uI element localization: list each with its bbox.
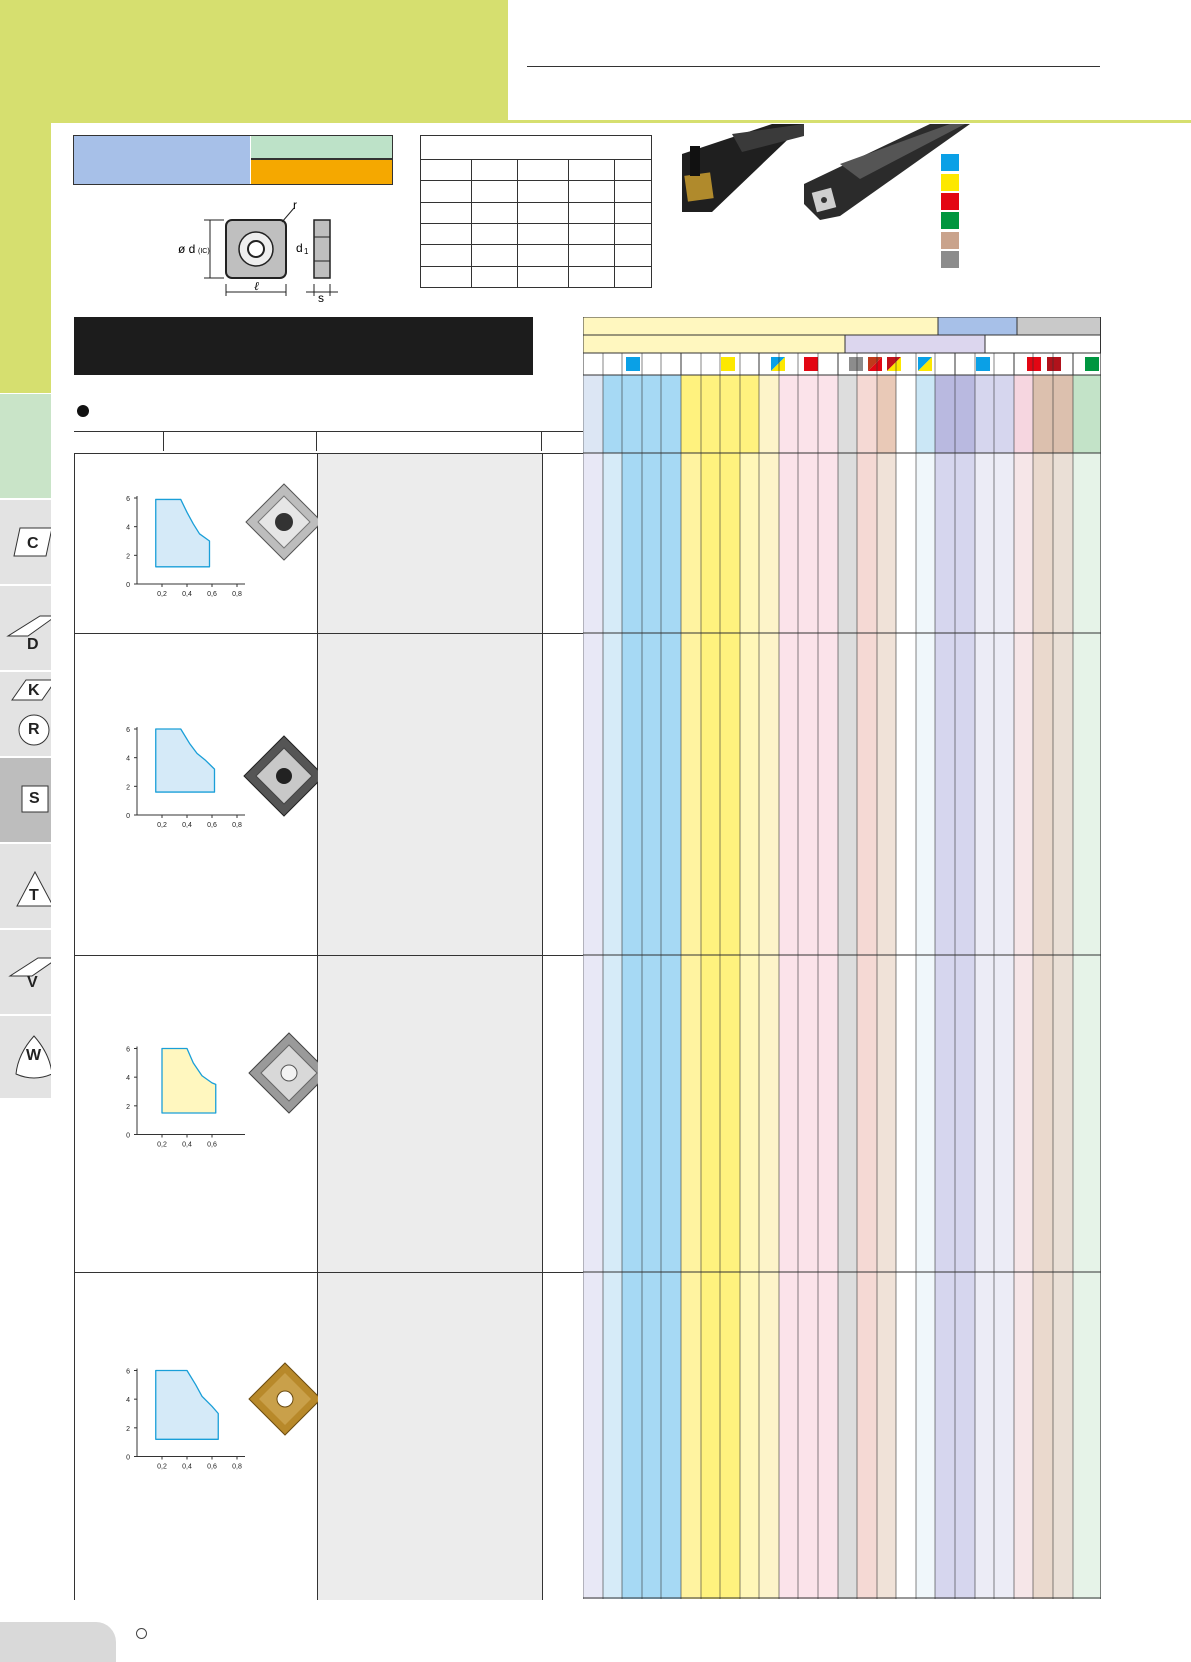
grade-column-header <box>838 375 857 453</box>
material-cell-main <box>74 136 250 184</box>
grade-column-header <box>1033 375 1053 453</box>
grade-column <box>955 453 975 1599</box>
chart-y-tick-label: 6 <box>126 1368 130 1376</box>
grade-column-header <box>1014 375 1033 453</box>
chart-x-tick-label: 0,6 <box>207 822 217 829</box>
chart-x-tick-label: 0,2 <box>157 1463 167 1471</box>
chart-y-tick-label: 4 <box>126 755 130 763</box>
material-cell-top <box>251 136 392 160</box>
chart-x-tick-label: 0,6 <box>207 591 217 598</box>
tab-label-d: D <box>27 636 39 653</box>
dim-d1-sub: 1 <box>304 247 309 256</box>
grade-column-header <box>701 375 720 453</box>
tab-label-k: K <box>28 682 40 699</box>
chart-x-tick-label: 0,4 <box>182 822 192 829</box>
chart-x-tick-label: 0,6 <box>207 1463 217 1471</box>
header-bottom-rule <box>508 120 1191 123</box>
grade-column <box>681 453 701 1599</box>
product-row-1[interactable] <box>75 453 584 634</box>
material-cell-bottom <box>251 160 392 184</box>
dim-l-label: ℓ <box>254 279 259 293</box>
grade-column-header <box>955 375 975 453</box>
grade-column <box>661 453 681 1599</box>
turning-holder-image <box>672 124 812 216</box>
chart-y-tick-label: 6 <box>126 727 130 734</box>
chart-x-tick-label: 0,2 <box>157 1141 167 1149</box>
rhombus-35-icon <box>0 930 51 1014</box>
tab-shape-s[interactable] <box>0 758 51 844</box>
grade-column-header <box>818 375 838 453</box>
tab-shape-w[interactable] <box>0 1016 51 1100</box>
tab-label-s: S <box>29 790 40 807</box>
chart-area <box>162 1049 216 1114</box>
grade-column-header <box>975 375 994 453</box>
dim-d-label: ø d <box>178 242 196 256</box>
grade-column <box>975 453 994 1599</box>
tab-shape-d[interactable] <box>0 586 51 672</box>
chart-x-tick-label: 0,4 <box>182 1463 192 1471</box>
grade-column <box>916 453 935 1599</box>
grade-column <box>994 453 1014 1599</box>
grade-column-header <box>779 375 798 453</box>
legend-swatch-s <box>941 232 959 249</box>
chart-area <box>156 729 215 792</box>
grade-column <box>779 453 798 1599</box>
material-group-box <box>73 135 393 185</box>
grade-column <box>798 453 818 1599</box>
tab-label-t: T <box>29 887 39 904</box>
grade-group-swatch <box>1047 357 1061 371</box>
tab-shape-t[interactable] <box>0 844 51 930</box>
chart-y-tick-label: 2 <box>126 1103 130 1111</box>
chart-y-tick-label: 6 <box>126 496 130 503</box>
grade-column <box>1033 453 1053 1599</box>
insert-dimension-drawing <box>176 196 356 308</box>
grade-column <box>583 453 603 1599</box>
chart-area <box>156 499 210 566</box>
tab-shape-v[interactable] <box>0 930 51 1016</box>
insert-photo-1 <box>244 482 324 562</box>
dim-d1-label: d <box>296 241 303 255</box>
grade-column-header <box>994 375 1014 453</box>
grade-column-header <box>857 375 877 453</box>
chart-y-tick-label: 2 <box>126 784 130 792</box>
chart-y-tick-label: 0 <box>126 1132 130 1140</box>
grade-column <box>1014 453 1033 1599</box>
dim-s-label: s <box>318 291 324 305</box>
tab-shape-c[interactable] <box>0 500 51 586</box>
grade-column <box>603 453 622 1599</box>
insert-photo-2 <box>242 734 326 818</box>
grade-column <box>1053 453 1073 1599</box>
grade-column <box>740 453 759 1599</box>
grade-column <box>1073 453 1101 1599</box>
grade-column-header <box>740 375 759 453</box>
grade-column-header <box>720 375 740 453</box>
chart-y-tick-label: 4 <box>126 1075 130 1083</box>
sidebar-accent <box>0 123 51 393</box>
chart-x-tick-label: 0,8 <box>232 822 242 829</box>
tab-blank[interactable] <box>0 394 51 500</box>
chart-y-tick-label: 4 <box>126 1397 130 1405</box>
grade-application-grid <box>583 317 1101 1599</box>
grade-group-swatch <box>976 357 990 371</box>
chart-y-tick-label: 6 <box>126 1046 130 1054</box>
insert-hole <box>248 241 264 257</box>
chart-x-tick-label: 0,2 <box>157 822 167 829</box>
header-title-rule <box>527 66 1100 67</box>
chart-x-tick-label: 0,4 <box>182 1141 192 1149</box>
chart-y-tick-label: 0 <box>126 582 130 589</box>
chart-x-tick-label: 0,8 <box>232 1463 242 1471</box>
copyright-circle-icon <box>136 1628 147 1639</box>
grade-column <box>720 453 740 1599</box>
chart-y-tick-label: 4 <box>126 524 130 532</box>
grade-column-header <box>935 375 955 453</box>
grade-group-swatch <box>849 357 863 371</box>
grade-group-swatch <box>1085 357 1099 371</box>
grade-column <box>701 453 720 1599</box>
chart-y-tick-label: 0 <box>126 813 130 820</box>
grade-group-swatch <box>1027 357 1041 371</box>
grade-group-swatch <box>721 357 735 371</box>
grade-column-header <box>661 375 681 453</box>
grade-column <box>759 453 779 1599</box>
product-row-3[interactable] <box>75 955 584 1273</box>
parallelogram-icon <box>0 672 51 756</box>
grade-column-header <box>1073 375 1101 453</box>
legend-swatch-p <box>941 154 959 171</box>
grade-column-header <box>916 375 935 453</box>
tab-label-c: C <box>27 535 39 552</box>
grade-column-header <box>877 375 896 453</box>
tab-label-w: W <box>26 1047 42 1064</box>
grade-column <box>838 453 857 1599</box>
bullet-icon <box>77 405 89 417</box>
chart-x-tick-label: 0,2 <box>157 591 167 598</box>
rhombus-80-icon <box>0 500 51 584</box>
product-row-4[interactable] <box>75 1272 584 1600</box>
rhombus-55-icon <box>0 586 51 670</box>
grade-column-header <box>896 375 916 453</box>
grade-column-header <box>622 375 642 453</box>
chart-x-tick-label: 0,6 <box>207 1141 217 1149</box>
chart-y-tick-label: 0 <box>126 1454 130 1462</box>
grade-column <box>622 453 642 1599</box>
grade-column <box>877 453 896 1599</box>
grade-column <box>896 453 916 1599</box>
section-title-banner <box>74 317 533 375</box>
tab-label-r: R <box>28 721 40 738</box>
grade-column-header <box>798 375 818 453</box>
grade-column-header <box>583 375 603 453</box>
grade-column-header <box>642 375 661 453</box>
chart-y-tick-label: 2 <box>126 553 130 561</box>
grade-column <box>642 453 661 1599</box>
footer-page-tab <box>0 1622 116 1662</box>
grade-group-swatch <box>804 357 818 371</box>
grade-column <box>818 453 838 1599</box>
legend-swatch-h <box>941 251 959 268</box>
grade-column-header <box>1053 375 1073 453</box>
grade-column-header <box>681 375 701 453</box>
insert-side-view <box>314 220 330 278</box>
chart-x-tick-label: 0,4 <box>182 591 192 598</box>
chart-x-tick-label: 0,8 <box>232 591 242 598</box>
legend-swatch-k <box>941 193 959 210</box>
grade-column-header <box>603 375 622 453</box>
product-table-header <box>74 431 583 451</box>
grade-column <box>935 453 955 1599</box>
grade-column-header <box>759 375 779 453</box>
header-band <box>0 0 508 123</box>
legend-swatch-n <box>941 212 959 229</box>
grade-group-swatch <box>626 357 640 371</box>
tab-shape-k-r[interactable] <box>0 672 51 758</box>
legend-swatch-m <box>941 174 959 191</box>
dim-r-label: r <box>293 198 297 212</box>
square-icon <box>0 758 51 842</box>
dimension-table <box>420 135 652 288</box>
chart-area <box>156 1371 219 1440</box>
product-row-2[interactable] <box>75 633 584 956</box>
dim-ic-label: (IC) <box>198 248 210 255</box>
tab-label-v: V <box>27 974 38 991</box>
triangle-icon <box>0 844 51 928</box>
product-rows <box>74 453 584 1600</box>
grade-column <box>857 453 877 1599</box>
chart-y-tick-label: 2 <box>126 1425 130 1433</box>
insert-photo-4 <box>247 1361 323 1437</box>
